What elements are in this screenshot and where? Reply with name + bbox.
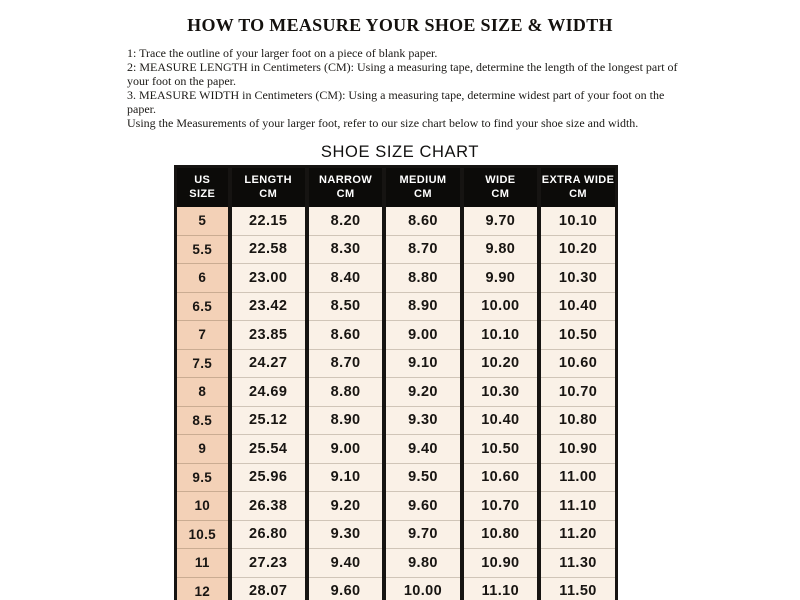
header-cell bbox=[462, 167, 539, 208]
table-row bbox=[176, 492, 617, 521]
header-line-2: SIZE bbox=[189, 187, 216, 200]
size-cell: 7.5 bbox=[176, 349, 230, 378]
value-cell: 9.60 bbox=[307, 577, 384, 600]
table-row bbox=[176, 349, 617, 378]
header-cell bbox=[176, 167, 230, 208]
value-cell: 8.60 bbox=[307, 321, 384, 350]
table-row bbox=[176, 292, 617, 321]
value-cell: 23.85 bbox=[230, 321, 307, 350]
shoe-size-table bbox=[174, 165, 618, 600]
value-cell: 10.60 bbox=[462, 463, 539, 492]
value-cell: 24.27 bbox=[230, 349, 307, 378]
value-cell: 9.00 bbox=[307, 435, 384, 464]
value-cell: 23.00 bbox=[230, 264, 307, 293]
size-cell: 10 bbox=[176, 492, 230, 521]
table-row bbox=[176, 520, 617, 549]
value-cell: 11.50 bbox=[539, 577, 616, 600]
value-cell: 9.20 bbox=[384, 378, 461, 407]
value-cell: 10.00 bbox=[462, 292, 539, 321]
value-cell: 10.70 bbox=[462, 492, 539, 521]
size-cell: 9.5 bbox=[176, 463, 230, 492]
size-cell: 5 bbox=[176, 207, 230, 235]
size-cell: 8 bbox=[176, 378, 230, 407]
value-cell: 9.40 bbox=[384, 435, 461, 464]
instruction-step-1: 1: Trace the outline of your larger foot on a piece of blank paper. bbox=[127, 46, 438, 60]
header-line-1: LENGTH bbox=[244, 174, 292, 186]
instructions-block bbox=[127, 46, 683, 130]
value-cell: 9.40 bbox=[307, 549, 384, 578]
value-cell: 8.20 bbox=[307, 207, 384, 235]
header-line-1: EXTRA WIDE bbox=[541, 174, 615, 186]
size-cell: 5.5 bbox=[176, 235, 230, 264]
value-cell: 10.50 bbox=[462, 435, 539, 464]
value-cell: 25.12 bbox=[230, 406, 307, 435]
table-row bbox=[176, 321, 617, 350]
page-title: HOW TO MEASURE YOUR SHOE SIZE & WIDTH bbox=[187, 15, 613, 35]
table-row bbox=[176, 577, 617, 600]
header-line-1: US bbox=[194, 174, 211, 186]
size-cell: 10.5 bbox=[176, 520, 230, 549]
value-cell: 10.20 bbox=[539, 235, 616, 264]
value-cell: 8.30 bbox=[307, 235, 384, 264]
value-cell: 8.50 bbox=[307, 292, 384, 321]
value-cell: 27.23 bbox=[230, 549, 307, 578]
shoe-size-guide-page bbox=[0, 15, 800, 600]
value-cell: 8.80 bbox=[307, 378, 384, 407]
value-cell: 11.20 bbox=[539, 520, 616, 549]
value-cell: 9.30 bbox=[384, 406, 461, 435]
value-cell: 10.20 bbox=[462, 349, 539, 378]
header-line-2: CM bbox=[569, 187, 587, 200]
size-chart-container bbox=[174, 165, 618, 600]
size-cell: 12 bbox=[176, 577, 230, 600]
value-cell: 28.07 bbox=[230, 577, 307, 600]
header-line-1: WIDE bbox=[485, 174, 516, 186]
value-cell: 10.30 bbox=[462, 378, 539, 407]
value-cell: 9.30 bbox=[307, 520, 384, 549]
value-cell: 8.40 bbox=[307, 264, 384, 293]
size-cell: 9 bbox=[176, 435, 230, 464]
value-cell: 10.70 bbox=[539, 378, 616, 407]
value-cell: 10.10 bbox=[539, 207, 616, 235]
value-cell: 10.40 bbox=[462, 406, 539, 435]
table-row bbox=[176, 435, 617, 464]
value-cell: 25.54 bbox=[230, 435, 307, 464]
value-cell: 9.90 bbox=[462, 264, 539, 293]
chart-title: SHOE SIZE CHART bbox=[320, 143, 480, 161]
value-cell: 26.80 bbox=[230, 520, 307, 549]
header-cell bbox=[384, 167, 461, 208]
header-line-2: CM bbox=[336, 187, 355, 200]
value-cell: 9.00 bbox=[384, 321, 461, 350]
value-cell: 9.10 bbox=[384, 349, 461, 378]
value-cell: 9.80 bbox=[384, 549, 461, 578]
value-cell: 10.00 bbox=[384, 577, 461, 600]
value-cell: 8.90 bbox=[384, 292, 461, 321]
value-cell: 10.30 bbox=[539, 264, 616, 293]
value-cell: 8.70 bbox=[307, 349, 384, 378]
value-cell: 9.70 bbox=[384, 520, 461, 549]
table-row bbox=[176, 463, 617, 492]
value-cell: 10.40 bbox=[539, 292, 616, 321]
value-cell: 25.96 bbox=[230, 463, 307, 492]
size-cell: 6 bbox=[176, 264, 230, 293]
value-cell: 24.69 bbox=[230, 378, 307, 407]
value-cell: 22.58 bbox=[230, 235, 307, 264]
value-cell: 9.60 bbox=[384, 492, 461, 521]
header-cell bbox=[230, 167, 307, 208]
value-cell: 9.70 bbox=[462, 207, 539, 235]
value-cell: 10.50 bbox=[539, 321, 616, 350]
size-cell: 6.5 bbox=[176, 292, 230, 321]
value-cell: 22.15 bbox=[230, 207, 307, 235]
value-cell: 11.10 bbox=[539, 492, 616, 521]
header-line-1: NARROW bbox=[319, 174, 373, 186]
value-cell: 8.90 bbox=[307, 406, 384, 435]
header-cell bbox=[539, 167, 616, 208]
table-row bbox=[176, 207, 617, 235]
value-cell: 10.80 bbox=[539, 406, 616, 435]
value-cell: 10.90 bbox=[539, 435, 616, 464]
table-row bbox=[176, 235, 617, 264]
size-cell: 7 bbox=[176, 321, 230, 350]
instruction-note: Using the Measurements of your larger foot, refer to our size chart below to find your shoe size and width. bbox=[127, 116, 639, 130]
value-cell: 11.00 bbox=[539, 463, 616, 492]
header-line-2: CM bbox=[259, 187, 278, 200]
value-cell: 8.60 bbox=[384, 207, 461, 235]
table-row bbox=[176, 549, 617, 578]
table-body bbox=[176, 207, 617, 600]
header-line-2: CM bbox=[491, 187, 510, 200]
instruction-step-3: 3. MEASURE WIDTH in Centimeters (CM): Using a measuring tape, determine widest part of your foot on the paper. bbox=[127, 88, 665, 116]
value-cell: 9.10 bbox=[307, 463, 384, 492]
table-header-row bbox=[176, 167, 617, 208]
value-cell: 23.42 bbox=[230, 292, 307, 321]
value-cell: 10.10 bbox=[462, 321, 539, 350]
header-line-1: MEDIUM bbox=[399, 174, 447, 186]
instruction-step-2: 2: MEASURE LENGTH in Centimeters (CM): Using a measuring tape, determine the length of the longest part of your foot on the paper. bbox=[127, 60, 678, 88]
value-cell: 9.80 bbox=[462, 235, 539, 264]
size-cell: 8.5 bbox=[176, 406, 230, 435]
value-cell: 9.20 bbox=[307, 492, 384, 521]
header-cell bbox=[307, 167, 384, 208]
value-cell: 8.80 bbox=[384, 264, 461, 293]
table-row bbox=[176, 264, 617, 293]
header-line-2: CM bbox=[414, 187, 432, 200]
value-cell: 11.30 bbox=[539, 549, 616, 578]
value-cell: 10.60 bbox=[539, 349, 616, 378]
value-cell: 9.50 bbox=[384, 463, 461, 492]
value-cell: 11.10 bbox=[462, 577, 539, 600]
value-cell: 26.38 bbox=[230, 492, 307, 521]
table-row bbox=[176, 406, 617, 435]
size-cell: 11 bbox=[176, 549, 230, 578]
value-cell: 10.90 bbox=[462, 549, 539, 578]
value-cell: 10.80 bbox=[462, 520, 539, 549]
table-row bbox=[176, 378, 617, 407]
value-cell: 8.70 bbox=[384, 235, 461, 264]
